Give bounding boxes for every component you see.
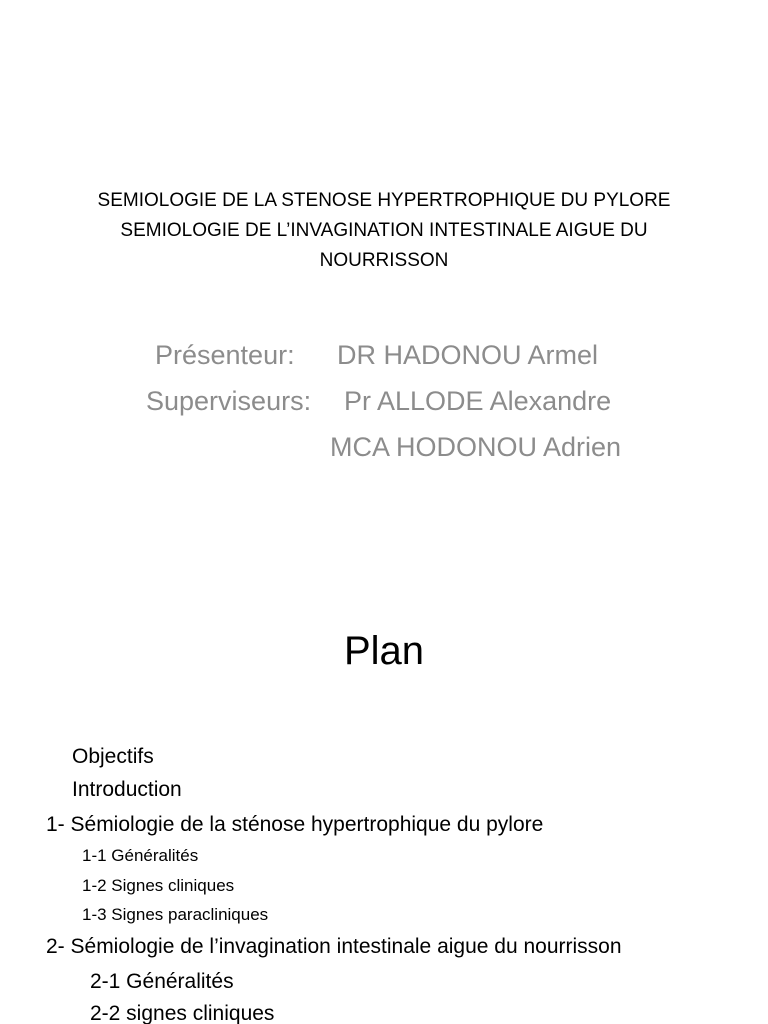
plan-item: 1- Sémiologie de la sténose hypertrophique du pylore — [46, 813, 544, 836]
supervisors-label: Superviseurs: — [146, 386, 312, 416]
title-line: NOURRISSON — [319, 250, 449, 271]
plan-item: 2- Sémiologie de l’invagination intestinale aigue du nourrisson — [46, 935, 622, 958]
plan-title: Plan — [343, 629, 425, 673]
plan-item: Introduction — [72, 778, 182, 801]
plan-subitem: 2-1 Généralités — [90, 970, 234, 993]
presenter-label: Présenteur: — [155, 340, 295, 370]
plan-subitem: 2-2 signes cliniques — [90, 1002, 275, 1024]
presentation-title — [40, 186, 728, 276]
plan-item: Objectifs — [72, 745, 154, 768]
plan-subitem: 1-2 Signes cliniques — [82, 876, 235, 895]
plan-subitem: 1-1 Généralités — [82, 846, 199, 865]
title-line: SEMIOLOGIE DE LA STENOSE HYPERTROPHIQUE DU PYLORE — [97, 190, 671, 211]
presenter-name: DR HADONOU Armel — [337, 340, 599, 370]
plan-subitem: 1-3 Signes paracliniques — [82, 905, 269, 924]
slide-plan — [0, 576, 768, 1024]
title-line: SEMIOLOGIE DE L’INVAGINATION INTESTINALE AIGUE DU — [120, 220, 648, 241]
supervisor-name: Pr ALLODE Alexandre — [344, 386, 612, 416]
supervisor-name: MCA HODONOU Adrien — [330, 432, 622, 462]
